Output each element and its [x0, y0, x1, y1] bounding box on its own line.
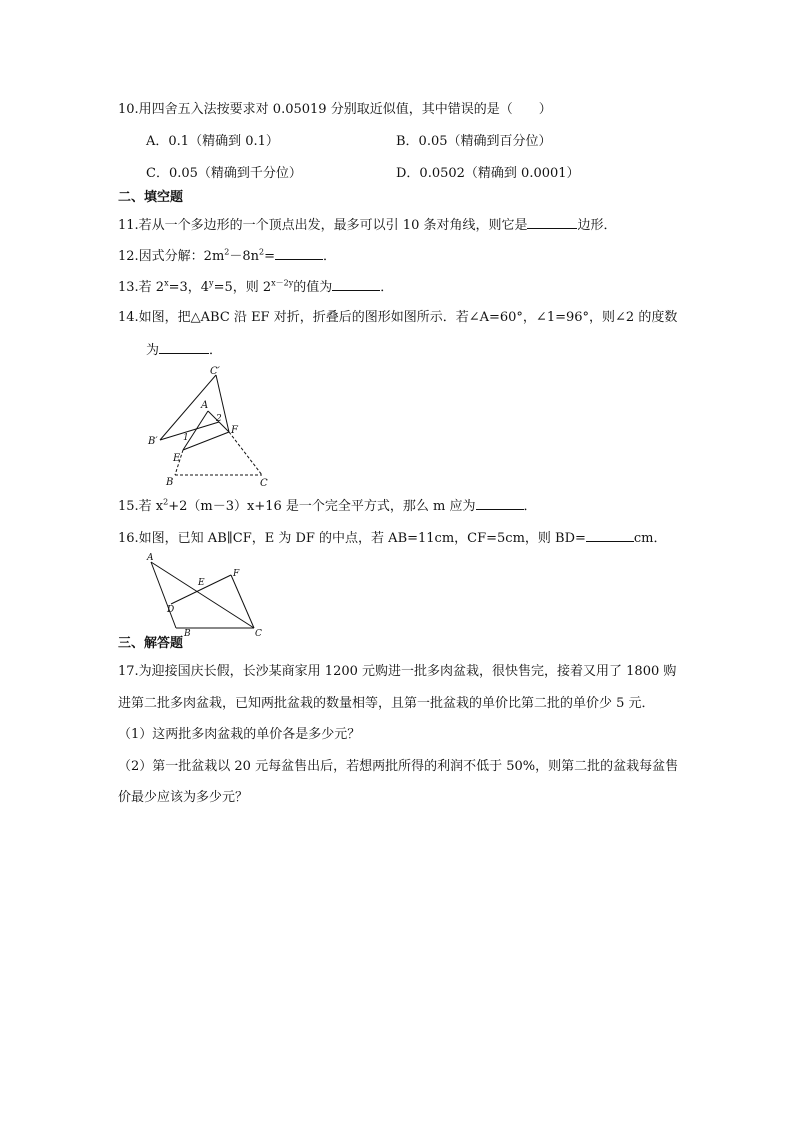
question-12-tail: ．: [323, 249, 337, 264]
question-13-text: 13.若 2: [118, 280, 165, 295]
question-11-text: 11.若从一个多边形的一个顶点出发，最多可以引 10 条对角线，则它是: [118, 218, 528, 233]
question-10-option-a: A．0.1（精确到 0.1）: [146, 134, 279, 149]
answer-blank: [527, 216, 577, 229]
question-12-text: =: [264, 249, 276, 264]
label-c: C: [260, 478, 268, 489]
label-b: B: [166, 477, 174, 488]
label-d: D: [167, 605, 175, 615]
exponent: 2: [163, 497, 169, 507]
question-11-tail: 边形．: [577, 218, 617, 233]
question-16: [118, 529, 667, 548]
label-b: B: [184, 629, 191, 638]
figure-line: [183, 411, 208, 450]
answer-blank: [586, 529, 634, 542]
question-11: [118, 216, 617, 235]
question-16-tail: cm．: [633, 531, 667, 546]
exponent: x: [164, 278, 169, 288]
fold-triangle-figure: [143, 362, 271, 490]
exponent: 2: [224, 247, 230, 257]
answer-blank: [332, 278, 380, 291]
question-10-stem: 10.用四舍五入法按要求对 0.05019 分别取近似值，其中错误的是（ ）: [118, 102, 552, 117]
question-14-tail: ．: [209, 343, 223, 358]
answer-blank: [275, 247, 323, 260]
question-14-line-1: 14.如图，把△ABC 沿 EF 对折，折叠后的图形如图所示．若∠A=60°，∠1=96°，则∠2 的度数: [118, 310, 678, 325]
question-17-sub-2-line-1: （2）第一批盆栽以 20 元每盆售出后，若想两批所得的利润不低于 50%，则第二批的盆栽每盆售: [118, 759, 679, 774]
question-13-text: =5，则 2: [213, 280, 272, 295]
label-f: F: [231, 425, 238, 436]
label-a: A: [201, 400, 209, 411]
question-16-text: 16.如图，已知 AB∥CF，E 为 DF 的中点，若 AB=11cm，CF=5cm，则 BD=: [118, 531, 586, 546]
question-13-text: 的值为: [293, 280, 333, 295]
figure-line: [183, 432, 229, 450]
question-15-text: 15.若 x: [118, 499, 164, 514]
label-f: F: [233, 569, 240, 579]
label-c-prime: C′: [210, 366, 220, 377]
question-15: [118, 497, 537, 516]
label-a: A: [147, 553, 154, 563]
section-3-title: 三、解答题: [118, 636, 184, 651]
question-15-text: +2（m－3）x+16 是一个完全平方式，那么 m 应为: [168, 499, 476, 514]
label-e: E: [198, 578, 205, 588]
question-17-sub-1: （1）这两批多肉盆栽的单价各是多少元？: [118, 727, 361, 742]
question-10-option-b: B．0.05（精确到百分位）: [396, 134, 552, 149]
label-angle-1: 1: [183, 433, 189, 443]
question-10-option-d: D．0.0502（精确到 0.0001）: [396, 166, 580, 181]
label-b-prime: B′: [148, 436, 158, 447]
label-c: C: [255, 629, 262, 638]
question-14-line-2: [146, 341, 222, 360]
figure-line: [151, 562, 176, 628]
exponent: 2: [259, 247, 265, 257]
question-13: [118, 278, 393, 297]
question-12-text: 12.因式分解：2m: [118, 249, 225, 264]
answer-blank: [159, 341, 209, 354]
question-10-option-c: C．0.05（精确到千分位）: [146, 166, 302, 181]
parallel-lines-figure: [143, 550, 265, 638]
question-15-tail: ．: [523, 499, 537, 514]
question-14-text: 为: [146, 343, 160, 358]
question-13-text: =3，4: [168, 280, 210, 295]
question-12-text: －8n: [229, 249, 260, 264]
figure-dashed-line: [229, 432, 262, 475]
answer-blank: [476, 497, 524, 510]
question-17-line-1: 17.为迎接国庆长假，长沙某商家用 1200 元购进一批多肉盆栽，很快售完，接着又用了 1800 购: [118, 664, 677, 679]
question-12: [118, 247, 336, 266]
exponent: y: [209, 278, 214, 288]
section-2-title: 二、填空题: [118, 190, 184, 205]
question-17-sub-2-line-2: 价最少应该为多少元？: [118, 790, 249, 805]
question-13-tail: ．: [380, 280, 394, 295]
figure-line: [160, 422, 219, 440]
label-e: E: [173, 453, 181, 464]
exponent: x－2y: [271, 278, 294, 288]
label-angle-2: 2: [216, 414, 222, 424]
question-17-line-2: 进第二批多肉盆栽，已知两批盆栽的数量相等，且第一批盆栽的单价比第二批的单价少 5 元．: [118, 696, 655, 711]
